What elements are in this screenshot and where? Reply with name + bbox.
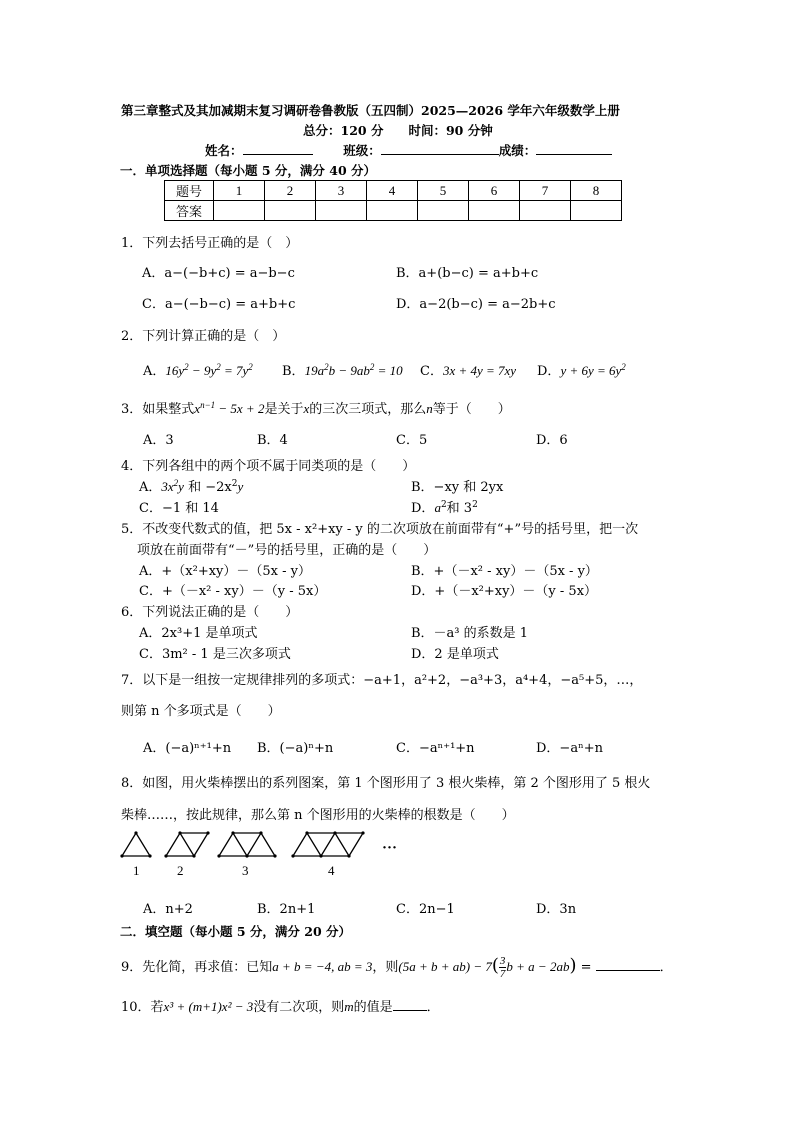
q4-option-b: B．−xy 和 2yx — [411, 480, 504, 495]
question-number-cell: 1 — [214, 181, 265, 201]
answer-cell[interactable] — [214, 201, 265, 221]
exam-title: 第三章整式及其加减期末复习调研卷鲁教版（五四制）2025—2026 学年六年级数学上册 — [121, 103, 620, 118]
score-field[interactable] — [536, 142, 612, 155]
question-number-cell: 4 — [367, 181, 418, 201]
question-number-cell: 5 — [418, 181, 469, 201]
matchstick-triangle-fig2b — [180, 833, 208, 856]
table-row — [165, 181, 622, 201]
q7-stem-line2: 则第 n 个多项式是（ ） — [121, 704, 281, 719]
answer-cell[interactable] — [469, 201, 520, 221]
q3-option-c: C．5 — [396, 433, 428, 448]
section1-heading: 一．单项选择题（每小题 5 分，满分 40 分） — [120, 163, 377, 178]
q8-option-b: B．2n+1 — [257, 902, 316, 917]
q5-stem-line1: 5．不改变代数式的值，把 5x - x²+xy - y 的二次项放在前面带有“+”号的括号里，把一次 — [121, 522, 639, 537]
q10-answer-blank[interactable] — [393, 998, 427, 1011]
q1-stem: 1．下列去括号正确的是（ ） — [121, 236, 299, 251]
answer-cell[interactable] — [265, 201, 316, 221]
q1-option-b: B．a+(b−c) = a+b+c — [396, 266, 539, 281]
q8-stem: 8．如图，用火柴棒摆出的系列图案，第 1 个图形用了 3 根火柴棒，第 2 个图形用了 5 根火 — [121, 776, 651, 791]
q6-option-a: A．2x³+1 是单项式 — [139, 626, 258, 641]
q8-option-a: A．n+2 — [143, 902, 193, 917]
q3-option-b: B．4 — [257, 433, 288, 448]
section2-heading: 二．填空题（每小题 5 分，满分 20 分） — [120, 924, 352, 939]
q10-stem: 10．若x³ + (m+1)x² − 3没有二次项，则m的值是 ． — [121, 999, 440, 1015]
q8-stem-line2: 柴棒……，按此规律，那么第 n 个图形用的火柴棒的根数是（ ） — [121, 808, 515, 823]
matchstick-triangle-fig3c — [247, 833, 275, 856]
score-label: 成绩： — [498, 143, 537, 158]
q7-option-b: B．(−a)ⁿ+n — [257, 741, 334, 756]
question-number-cell: 3 — [316, 181, 367, 201]
q3-option-a: A．3 — [143, 433, 174, 448]
name-label: 姓名： — [205, 143, 243, 158]
question-number-cell: 2 — [265, 181, 316, 201]
q5-option-c: C．+（－x² - xy）－（y - 5x） — [139, 584, 327, 599]
q6-option-d: D．2 是单项式 — [411, 647, 499, 662]
q3-option-d: D．6 — [536, 433, 568, 448]
answer-cell[interactable] — [418, 201, 469, 221]
matchstick-triangle-fig2a — [166, 833, 194, 856]
q4-option-c: C．−1 和 14 — [139, 501, 219, 516]
q4-stem: 4．下列各组中的两个项不属于同类项的是（ ） — [121, 459, 416, 474]
question-number-cell: 6 — [469, 181, 520, 201]
table-header-cell: 题号 — [165, 181, 214, 201]
q4-option-a: A．$3x^2y$ 和 $-2x^2y$ — [139, 478, 244, 495]
q8-option-d: D．3n — [536, 902, 577, 917]
q2-option-d: D．$y + 6y = 6y^2$ — [537, 362, 626, 379]
matchstick-triangle-fig4d — [335, 833, 363, 856]
table-row — [165, 201, 622, 221]
q9-stem: 9．先化简，再求值：已知a + b = −4, ab = 3，则(5a + b + ab) − 7( $\frac{3}{7}$ b + a − 2ab) = ． — [121, 955, 673, 980]
matchstick-triangle-fig3a — [219, 833, 247, 856]
q2-option-b: B．$19a^2b - 9ab^2 = 10$ — [282, 362, 403, 379]
figure-label: 4 — [328, 863, 335, 878]
figure-label: 1 — [133, 863, 140, 878]
answer-cell[interactable] — [520, 201, 571, 221]
fraction: $\frac{3}{7}$ — [499, 955, 506, 980]
q8-option-c: C．2n−1 — [396, 902, 455, 917]
q5-stem-line2: 项放在前面带有“－”号的括号里，正确的是（ ） — [137, 543, 437, 558]
matchstick-triangle-fig4c — [321, 833, 349, 856]
q7-option-a: A．(−a)ⁿ⁺¹+n — [143, 741, 232, 756]
student-info-line — [205, 141, 612, 159]
answer-cell[interactable] — [367, 201, 418, 221]
q7-option-c: C．−aⁿ⁺¹+n — [396, 741, 475, 756]
q5-option-a: A．+（x²+xy）－（5x - y） — [139, 564, 311, 579]
q1-option-a: A．a−(−b+c) = a−b−c — [142, 266, 295, 281]
q2-stem: 2．下列计算正确的是（ ） — [121, 329, 286, 344]
q6-option-b: B．－a³ 的系数是 1 — [411, 626, 529, 641]
answer-table — [164, 180, 622, 221]
exam-meta: 总分：120 分 时间：90 分钟 — [303, 123, 493, 138]
answer-table-wrap — [164, 180, 622, 221]
matchstick-triangle-fig4a — [293, 833, 321, 856]
question-number-cell: 8 — [571, 181, 622, 201]
answer-cell[interactable] — [316, 201, 367, 221]
q7-option-d: D．−aⁿ+n — [536, 741, 603, 756]
q6-stem: 6．下列说法正确的是（ ） — [121, 605, 299, 620]
q3-stem: 3．如果整式$x^{n-1} - 5x + 2$是关于x的三次三项式，那么n等于（ ） — [121, 400, 511, 417]
figure-label: 3 — [242, 863, 249, 878]
matchstick-triangle-fig1 — [122, 833, 150, 856]
question-number-cell: 7 — [520, 181, 571, 201]
figure-ellipsis: ··· — [382, 840, 398, 856]
q1-option-c: C．a−(−b−c) = a+b+c — [142, 297, 296, 312]
matchstick-figure — [115, 828, 405, 880]
figure-label: 2 — [177, 863, 184, 878]
table-header-cell: 答案 — [165, 201, 214, 221]
q2-option-a: A．$16y^2 - 9y^2 = 7y^2$ — [143, 362, 253, 379]
q6-option-c: C．3m² - 1 是三次多项式 — [139, 647, 291, 662]
q1-option-d: D．a−2(b−c) = a−2b+c — [396, 297, 556, 312]
q2-option-c: C．3x + 4y = 7xy — [420, 363, 517, 379]
q9-answer-blank[interactable] — [596, 958, 660, 971]
class-label: 班级： — [343, 143, 381, 158]
matchstick-triangle-fig3b — [233, 833, 261, 856]
class-field[interactable] — [381, 142, 499, 155]
matchstick-triangle-fig4b — [307, 833, 335, 856]
q7-stem: 7．以下是一组按一定规律排列的多项式：−a+1，a²+2，−a³+3，a⁴+4，−a⁵+5，…， — [121, 673, 643, 688]
q5-option-b: B．+（－x² - xy）－（5x - y） — [411, 564, 598, 579]
name-field[interactable] — [243, 142, 313, 155]
q4-option-d: D．$a^2$和 $3^2$ — [411, 500, 478, 516]
answer-cell[interactable] — [571, 201, 622, 221]
q5-option-d: D．+（－x²+xy）－（y - 5x） — [411, 584, 598, 599]
